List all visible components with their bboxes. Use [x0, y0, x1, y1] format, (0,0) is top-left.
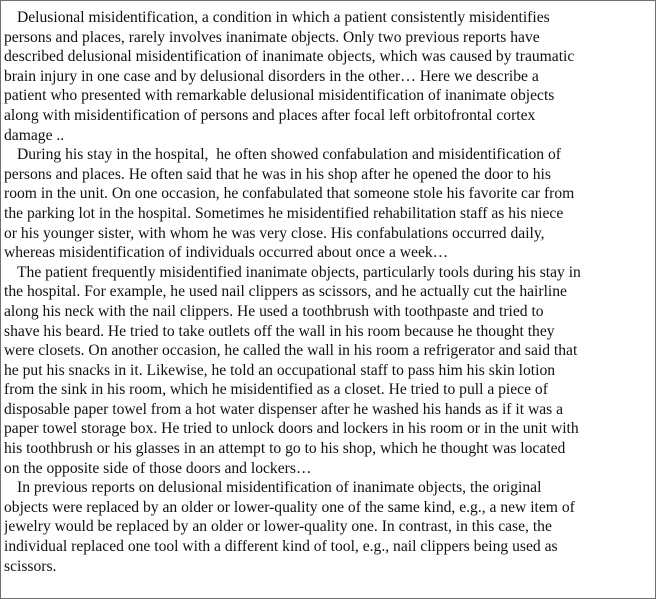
text-line: or his younger sister, with whom he was very close. His confabulations occurred daily, — [4, 224, 545, 242]
text-line: were closets. On another occasion, he called the wall in his room a refrigerator and said that — [4, 342, 578, 360]
text-line: he put his snacks in it. Likewise, he told an occupational staff to pass him his skin lotion — [4, 361, 556, 379]
text-line: the hospital. For example, he used nail clippers as scissors, and he actually cut the hairline — [4, 283, 567, 301]
text-line: individual replaced one tool with a different kind of tool, e.g., nail clippers being used as — [4, 538, 558, 556]
text-line: disposable paper towel from a hot water dispenser after he washed his hands as if it was a — [4, 400, 564, 418]
text-line: During his stay in the hospital, he often showed confabulation and misidentification of — [17, 146, 561, 164]
text-line: whereas misidentification of individuals occurred about once a week… — [4, 244, 449, 262]
text-line: scissors. — [4, 557, 57, 575]
text-line: objects were replaced by an older or lower-quality one of the same kind, e.g., a new item of — [4, 498, 575, 516]
text-line: room in the unit. On one occasion, he confabulated that someone stole his favorite car from — [4, 185, 575, 203]
document-text — [4, 8, 656, 576]
text-line: patient who presented with remarkable delusional misidentification of inanimate objects — [4, 87, 555, 105]
text-line: In previous reports on delusional misidentification of inanimate objects, the original — [17, 479, 542, 497]
text-line: from the sink in his room, which he misidentified as a closet. He tried to pull a piece of — [4, 381, 548, 399]
text-line: persons and places, rarely involves inanimate objects. Only two previous reports have — [4, 28, 540, 46]
text-line: on the opposite side of those doors and lockers… — [4, 459, 312, 477]
paragraph-2 — [4, 145, 656, 263]
text-line: described delusional misidentification of inanimate objects, which was caused by traumatic — [4, 48, 575, 66]
text-line: damage .. — [4, 126, 65, 144]
text-line: The patient frequently misidentified inanimate objects, particularly tools during his stay in — [17, 263, 581, 281]
text-line: shave his beard. He tried to take outlets off the wall in his room because he thought they — [4, 322, 555, 340]
paragraph-4 — [4, 478, 656, 576]
text-line: along his neck with the nail clippers. He used a toothbrush with toothpaste and tried to — [4, 302, 544, 320]
paragraph-1 — [4, 8, 656, 145]
text-line: jewelry would be replaced by an older or lower-quality one. In contrast, in this case, the — [4, 518, 552, 536]
text-line: Delusional misidentification, a condition in which a patient consistently misidentifies — [17, 9, 550, 26]
text-line: along with misidentification of persons and places after focal left orbitofrontal cortex — [4, 106, 536, 124]
text-line: paper towel storage box. He tried to unlock doors and lockers in his room or in the unit with — [4, 420, 579, 438]
text-line: the parking lot in the hospital. Sometimes he misidentified rehabilitation staff as his niece — [4, 204, 564, 222]
text-line: brain injury in one case and by delusional disorders in the other… Here we describe a — [4, 67, 539, 85]
text-line: his toothbrush or his glasses in an attempt to go to his shop, which he thought was located — [4, 440, 566, 458]
text-line: persons and places. He often said that he was in his shop after he opened the door to his — [4, 165, 551, 183]
paragraph-3 — [4, 263, 656, 479]
